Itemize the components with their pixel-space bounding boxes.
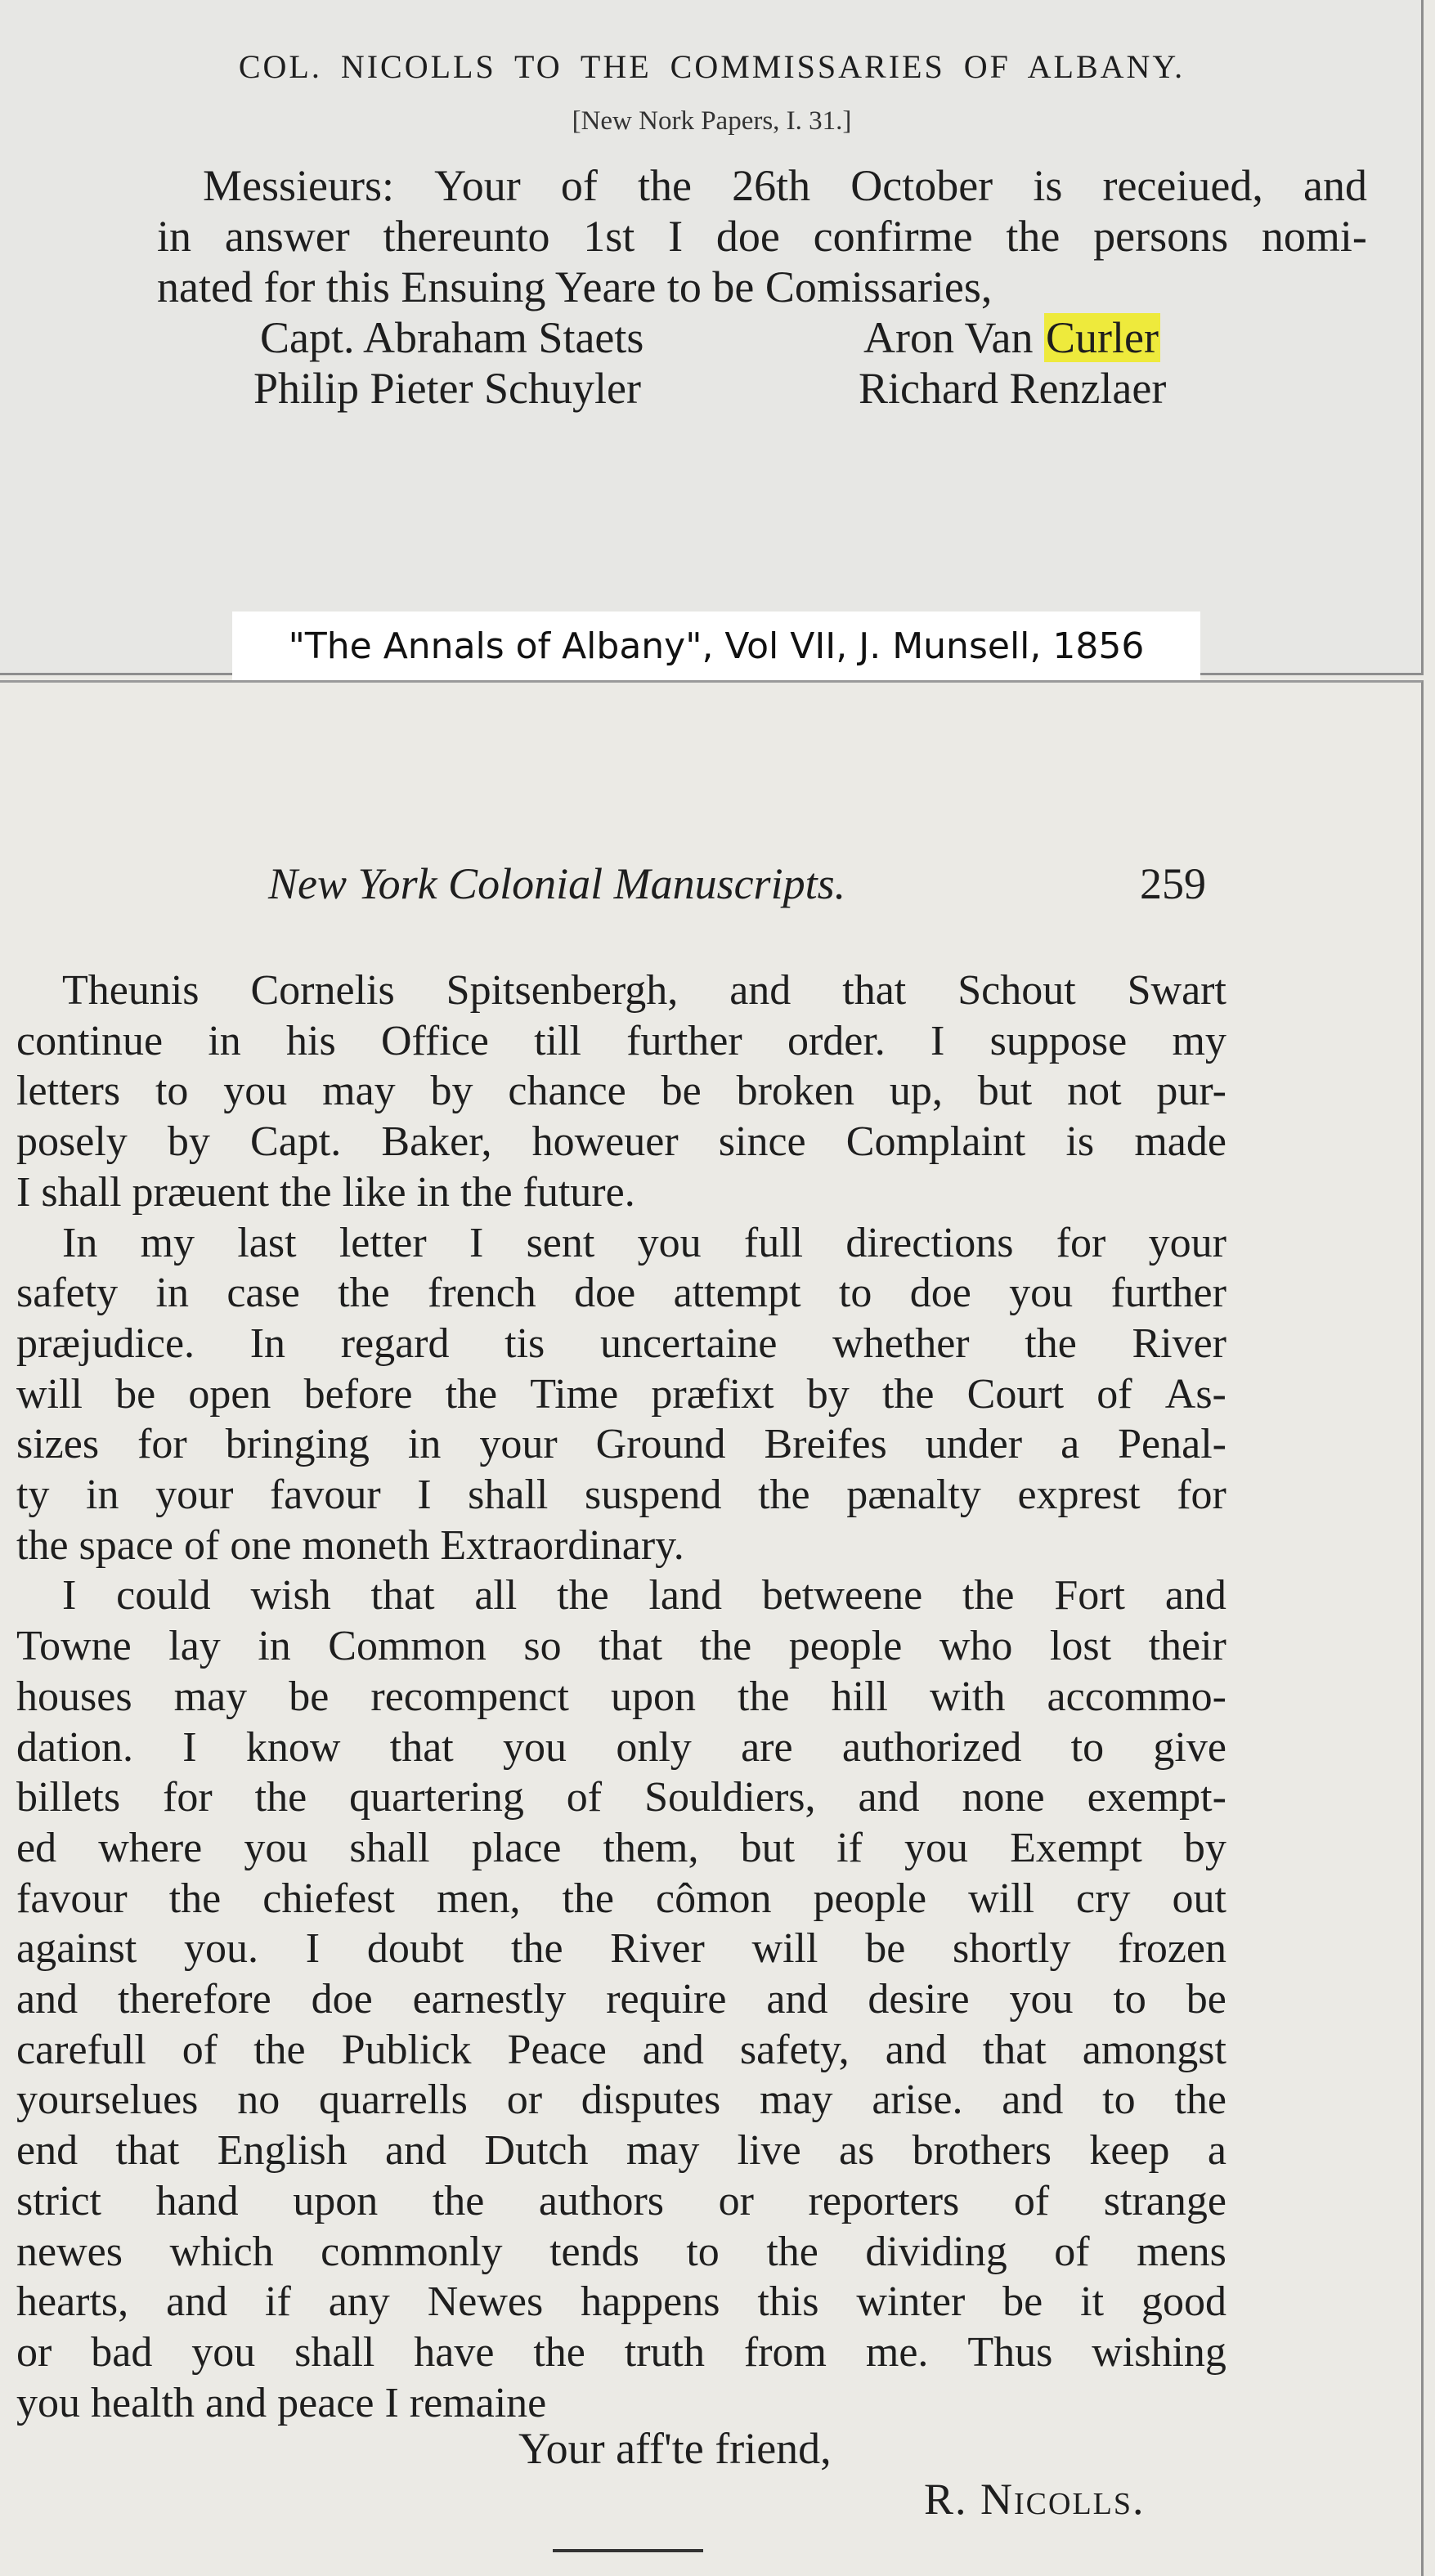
- body-line: end that English and Dutch may live as brothers keep a: [16, 2127, 1226, 2175]
- commissary-name: Richard Renzlaer: [859, 364, 1167, 413]
- commissary-name: Capt. Abraham Staets: [260, 313, 644, 362]
- body-line: In my last letter I sent you full directions for your: [62, 1219, 1226, 1266]
- source-reference: [New Nork Papers, I. 31.]: [572, 106, 852, 136]
- page-number: 259: [1140, 859, 1206, 908]
- body-line: dation. I know that you only are authorized to give: [16, 1723, 1226, 1771]
- body-line: will be open before the Time præfixt by the Court of As-: [16, 1370, 1226, 1418]
- top-page-scan: [0, 0, 1424, 675]
- body-line: safety in case the french doe attempt to doe you further: [16, 1270, 1226, 1317]
- body-line: hearts, and if any Newes happens this winter be it good: [16, 2278, 1226, 2326]
- body-line: posely by Capt. Baker, howeuer since Complaint is made: [16, 1118, 1226, 1166]
- body-line: newes which commonly tends to the dividing of mens: [16, 2228, 1226, 2275]
- body-line: strict hand upon the authors or reporters of strange: [16, 2177, 1226, 2224]
- body-line: nated for this Ensuing Yeare to be Comissaries,: [157, 262, 993, 311]
- body-line: ed where you shall place them, but if you Exempt by: [16, 1824, 1226, 1871]
- body-line: favour the chiefest men, the cômon people will cry out: [16, 1875, 1226, 1922]
- body-line: ty in your favour I shall suspend the pænalty exprest for: [16, 1472, 1226, 1518]
- body-line: you health and peace I remaine: [16, 2379, 547, 2426]
- source-caption: "The Annals of Albany", Vol VII, J. Munsell, 1856: [232, 612, 1200, 682]
- letter-closing: Your aff'te friend,: [518, 2424, 832, 2473]
- body-line: billets for the quartering of Souldiers, and none exempt-: [16, 1774, 1226, 1821]
- end-rule: [553, 2549, 703, 2552]
- body-line: yourselues no quarrells or disputes may arise. and to the: [16, 2076, 1226, 2124]
- body-line: and therefore doe earnestly require and desire you to be: [16, 1976, 1226, 2023]
- running-head: New York Colonial Manuscripts.: [268, 859, 846, 908]
- body-line: Messieurs: Your of the 26th October is receiued, and: [203, 161, 1367, 210]
- body-line: or bad you shall have the truth from me. Thus wishing: [16, 2328, 1226, 2376]
- letter-title: COL. NICOLLS TO THE COMMISSARIES OF ALBANY.: [238, 48, 1186, 85]
- signature: R. Nicolls.: [924, 2475, 1146, 2524]
- body-line: I could wish that all the land betweene the Fort and: [62, 1572, 1226, 1620]
- body-line: præjudice. In regard tis uncertaine whether the River: [16, 1319, 1226, 1367]
- highlighted-word: Curler: [1045, 313, 1159, 362]
- body-line: carefull of the Publick Peace and safety, and that amongst: [16, 2026, 1226, 2073]
- commissary-name: Aron Van Curler: [863, 313, 1159, 362]
- commissary-name: Philip Pieter Schuyler: [253, 364, 641, 413]
- body-line: against you. I doubt the River will be shortly frozen: [16, 1925, 1226, 1973]
- body-line: continue in his Office till further order. I suppose my: [16, 1017, 1226, 1064]
- body-line: sizes for bringing in your Ground Breifes under a Penal-: [16, 1421, 1226, 1468]
- body-line: the space of one moneth Extraordinary.: [16, 1521, 684, 1569]
- body-line: letters to you may by chance be broken up, but not pur-: [16, 1068, 1226, 1115]
- body-line: Towne lay in Common so that the people who lost their: [16, 1623, 1226, 1670]
- body-line: houses may be recompenct upon the hill with accommo-: [16, 1673, 1226, 1720]
- body-line: Theunis Cornelis Spitsenbergh, and that Schout Swart: [62, 967, 1226, 1014]
- body-line: in answer thereunto 1st I doe confirme the persons nomi-: [157, 212, 1367, 261]
- body-line: I shall præuent the like in the future.: [16, 1168, 635, 1216]
